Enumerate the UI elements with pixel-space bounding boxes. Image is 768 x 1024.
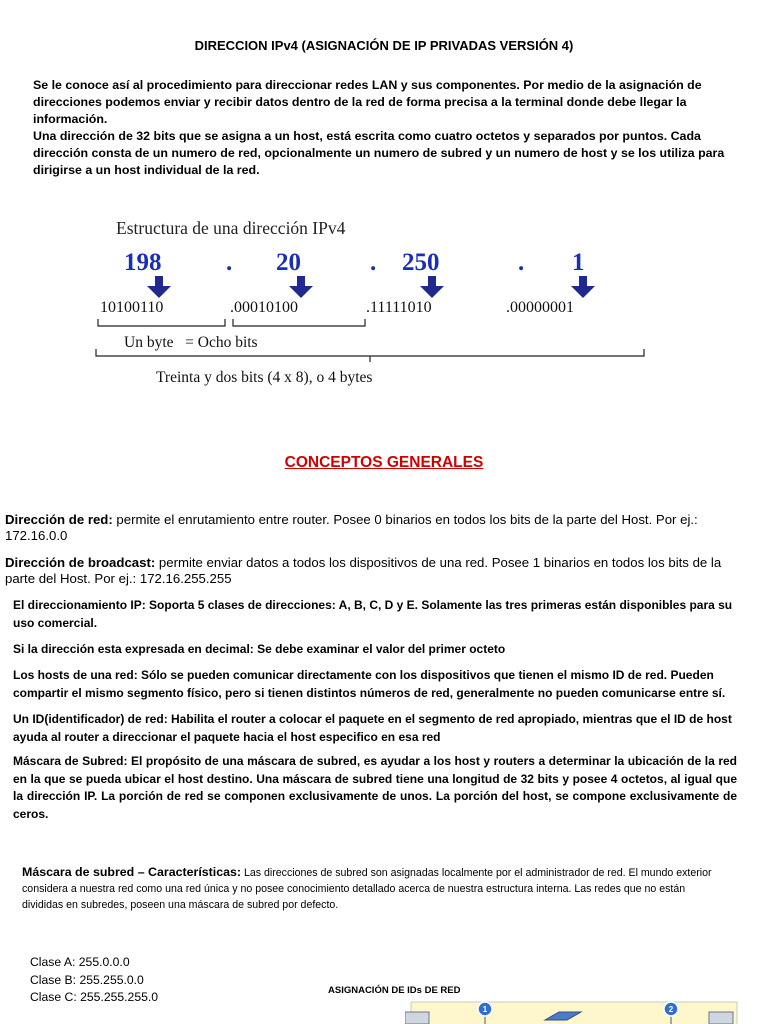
broadcast-address-definition	[5, 555, 730, 587]
concept-item	[13, 667, 737, 702]
concept-term: Máscara de Subred	[13, 754, 124, 768]
concepts-heading: CONCEPTOS GENERALES	[284, 454, 484, 471]
binary-octet-3: .11111010	[366, 299, 432, 316]
ipv4-structure-diagram	[90, 212, 660, 397]
mask-features-text: Las direcciones de subred son asignadas localmente por el administrador de red. El mundo exterior considera a nuestra red como una red única y no posee conocimiento detallado acerca de nuestra estructura interna. Las redes que no están divididas en subredes, poseen una máscara de subred por defecto.	[22, 867, 712, 911]
down-arrow-icon	[420, 276, 444, 298]
binary-octet-4: .00000001	[506, 299, 574, 316]
concept-text: : Se debe examinar el valor del primer octeto	[249, 642, 506, 656]
down-arrow-icon	[147, 276, 171, 298]
concept-term: Un ID(identificador) de red	[13, 712, 164, 726]
concept-item	[13, 711, 737, 746]
diagram-title: Estructura de una dirección IPv4	[116, 218, 346, 238]
mask-features	[22, 864, 722, 913]
badge-1-label: 1	[482, 1005, 488, 1014]
intro-paragraph-2: Una dirección de 32 bits que se asigna a un host, está escrita como cuatro octetos y separados por puntos. Cada dirección consta de un numero de red, opcionalmente un numero de subred y un numero de host y se los utiliza para dirigirse a un host individual de la red.	[33, 129, 725, 177]
concept-term: Si la dirección esta expresada en decimal	[13, 642, 250, 656]
down-arrow-icon	[571, 276, 595, 298]
concept-item	[13, 597, 737, 632]
network-address-text: permite el enrutamiento entre router. Posee 0 binarios en todos los bits de la parte del Host. Por ej.: 172.16.0.0	[5, 512, 698, 543]
octet-4: 1	[572, 249, 585, 276]
broadcast-address-text: permite enviar datos a todos los dispositivos de una red. Posee 1 binarios en todos los bits de la parte del Host. Por ej.: 172.16.255.255	[5, 555, 722, 586]
dot-3: .	[518, 249, 525, 276]
binary-octet-1: 10100110	[100, 299, 164, 316]
concept-item	[13, 641, 737, 659]
byte-bracket	[98, 319, 225, 326]
computer-icon	[709, 1012, 733, 1024]
concept-term: El direccionamiento IP	[13, 598, 142, 612]
octet-3: 250	[402, 249, 440, 276]
badge-2-label: 2	[668, 1005, 674, 1014]
computer-icon	[405, 1012, 429, 1024]
network-id-figure	[405, 998, 745, 1024]
dot-1: .	[226, 249, 233, 276]
byte-label: Un byte = Ocho bits	[124, 334, 258, 351]
binary-octet-2: .00010100	[230, 299, 298, 316]
down-arrow-icon	[289, 276, 313, 298]
network-address-definition	[5, 512, 730, 544]
byte-bracket	[233, 319, 365, 326]
concept-item	[13, 753, 737, 823]
concept-text: : Sólo se pueden comunicar directamente con los dispositivos que tienen el mismo ID de red. Pueden compartir el mismo segmento físico, pero si tienen distintos números de red, generalmente no pueden comunicarse entre sí.	[13, 668, 726, 700]
concept-text: : Habilita el router a colocar el paquete en el segmento de red apropiado, mientras que el ID de host ayuda al router a direccionar el paquete hacia el host especifico en esa red	[13, 712, 732, 744]
network-address-term: Dirección de red:	[5, 512, 113, 527]
concept-text: : El propósito de una máscara de subred, es ayudar a los host y routers a determinar la ubicación de la red en la que se pueda ubicar el host destino. Una máscara de subred tiene una longitud de 32 bits y posee 4 octetos, al igual que la dirección IP. La porción de red se componen exclusivamente de unos. La porción del host, se compone exclusivamente de ceros.	[13, 754, 737, 821]
default-masks-list	[30, 954, 158, 1007]
broadcast-address-term: Dirección de broadcast:	[5, 555, 156, 570]
mask-features-term: Máscara de subred – Características:	[22, 865, 242, 879]
network-figure-title: ASIGNACIÓN DE IDs DE RED	[328, 985, 461, 996]
total-bits-label: Treinta y dos bits (4 x 8), o 4 bytes	[156, 369, 373, 386]
class-b-mask: Clase B: 255.255.0.0	[30, 972, 144, 987]
concept-text: : Soporta 5 clases de direcciones: A, B, C, D y E. Solamente las tres primeras están disponibles para su uso comercial.	[13, 598, 733, 630]
page-title: DIRECCION IPv4 (ASIGNACIÓN DE IP PRIVADAS VERSIÓN 4)	[194, 38, 574, 53]
class-a-mask: Clase A: 255.0.0.0	[30, 955, 130, 969]
dot-2: .	[370, 249, 377, 276]
concept-term: Los hosts de una red	[13, 668, 134, 682]
intro-text	[33, 77, 733, 179]
class-c-mask: Clase C: 255.255.255.0	[30, 990, 159, 1004]
octet-1: 198	[124, 249, 162, 276]
octet-2: 20	[276, 249, 301, 276]
intro-paragraph-1: Se le conoce así al procedimiento para direccionar redes LAN y sus componentes. Por medio de la asignación de direcciones podemos enviar y recibir datos dentro de la red de forma precisa a la terminal donde debe llegar la información.	[33, 78, 702, 126]
